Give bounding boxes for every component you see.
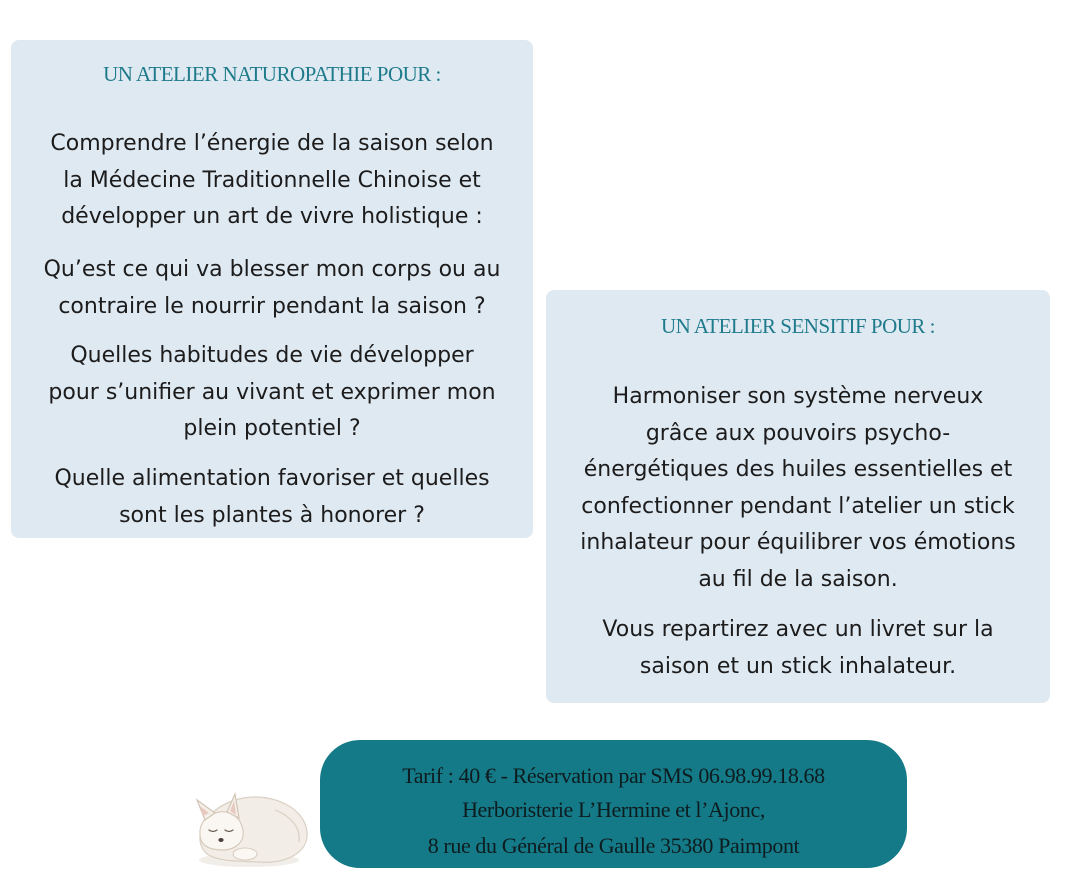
naturopathie-paragraph-4: Quelle alimentation favoriser et quelles sont les plantes à honorer ? [54, 466, 490, 528]
sensitif-paragraph-2: Vous repartirez avec un livret sur la saison et un stick inhalateur. [602, 617, 994, 679]
booking-shop-line: Herboristerie L’Hermine et l’Ajonc, [462, 797, 765, 822]
naturopathie-paragraph-3: Quelles habitudes de vie développer pour s’unifier au vivant et exprimer mon plein potentiel ? [48, 343, 496, 441]
booking-address-line: 8 rue du Général de Gaulle 35380 Paimpont [427, 833, 800, 858]
sensitif-card-title: UN ATELIER SENSITIF POUR : [660, 314, 936, 338]
sleeping-fox-icon [183, 770, 313, 870]
sensitif-paragraph-1: Harmoniser son système nerveux grâce aux pouvoirs psycho- énergétiques des huiles essentielles et confectionner pendant l’atelier un stick inhalateur pour équilibrer vos émotions au fil de la saison. [580, 384, 1016, 592]
naturopathie-paragraph-1: Comprendre l’énergie de la saison selon la Médecine Traditionnelle Chinoise et développer un art de vivre holistique : [50, 131, 494, 229]
booking-info [320, 740, 907, 868]
naturopathie-card-title: UN ATELIER NATUROPATHIE POUR : [103, 62, 441, 86]
booking-price-line: Tarif : 40 € - Réservation par SMS 06.98.99.18.68 [402, 763, 825, 788]
naturopathie-paragraph-2: Qu’est ce qui va blesser mon corps ou au contraire le nourrir pendant la saison ? [43, 257, 501, 319]
naturopathie-card [11, 40, 533, 538]
sensitif-card [546, 290, 1050, 703]
